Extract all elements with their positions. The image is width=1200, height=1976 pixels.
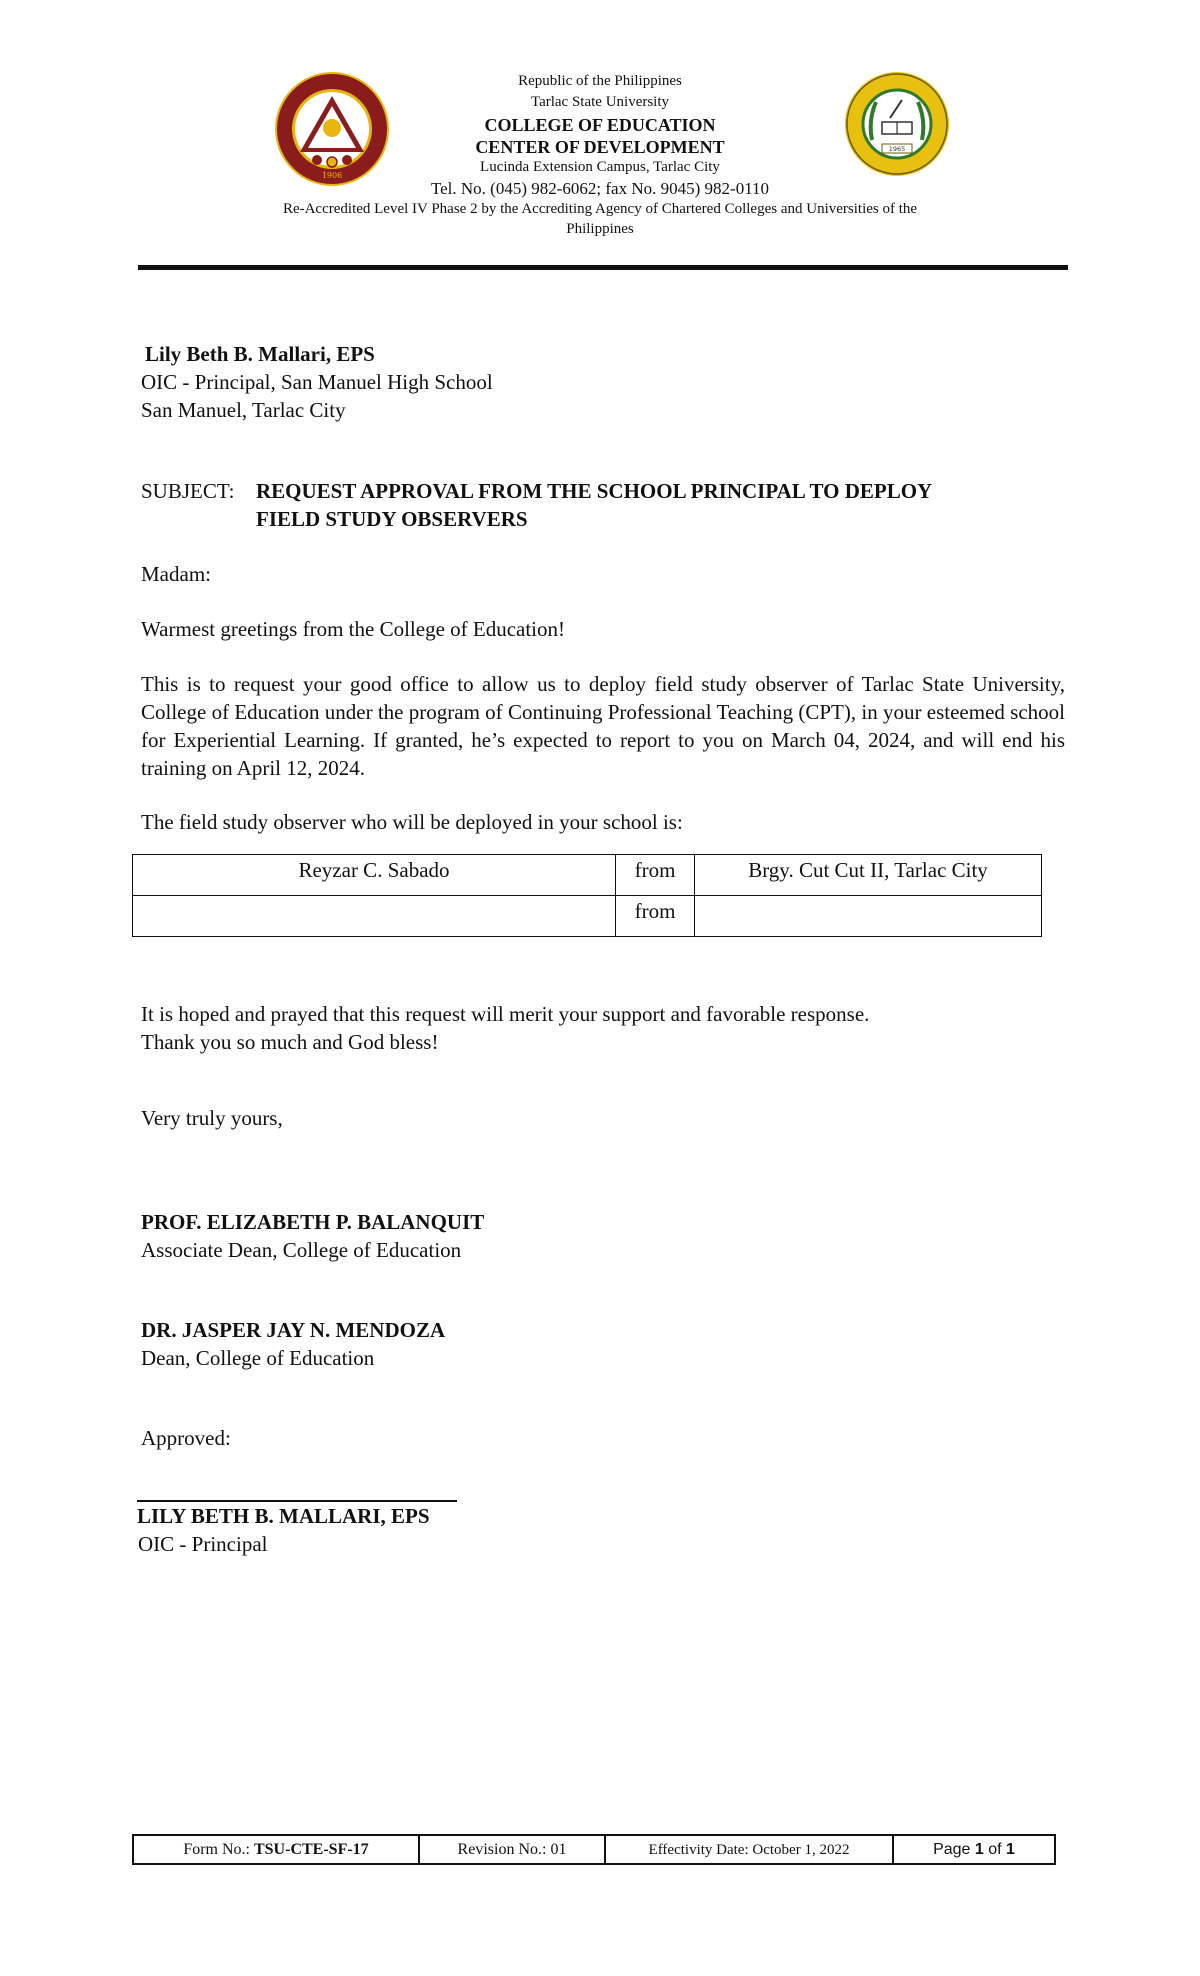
form-footer (132, 1834, 1056, 1865)
form-number-label: Form No.: (183, 1840, 254, 1858)
subject-line-1: REQUEST APPROVAL FROM THE SCHOOL PRINCIPAL TO DEPLOY (256, 479, 933, 503)
signatory-1-name: PROF. ELIZABETH P. BALANQUIT (141, 1210, 485, 1234)
header-accreditation-cont: Philippines (566, 221, 634, 237)
observer-place (695, 896, 1042, 937)
observer-name: Reyzar C. Sabado (133, 855, 616, 896)
effectivity-date: Effectivity Date: October 1, 2022 (605, 1835, 893, 1864)
svg-text:1965: 1965 (888, 145, 906, 153)
table-row (133, 896, 1042, 937)
approver-name: LILY BETH B. MALLARI, EPS (137, 1504, 430, 1528)
signatory-2-title: Dean, College of Education (141, 1346, 375, 1370)
form-number-cell (133, 1835, 419, 1864)
signatory-2-name: DR. JASPER JAY N. MENDOZA (141, 1318, 446, 1342)
header-accreditation: Re-Accredited Level IV Phase 2 by the Accrediting Agency of Chartered Colleges and Universities of the (282, 201, 918, 217)
observer-from: from (616, 855, 695, 896)
page-label: Page (933, 1840, 975, 1858)
closing-line-1: It is hoped and prayed that this request will merit your support and favorable response. (141, 1002, 870, 1026)
svg-text:1906: 1906 (321, 171, 343, 180)
subject-line-2: FIELD STUDY OBSERVERS (256, 507, 528, 531)
observer-table (132, 854, 1042, 937)
page-total: 1 (1006, 1840, 1015, 1858)
header-divider (138, 265, 1068, 270)
recipient-name: Lily Beth B. Mallari, EPS (145, 342, 375, 366)
page-number-cell (893, 1835, 1055, 1864)
table-row (133, 1835, 1055, 1864)
header-college: COLLEGE OF EDUCATION (484, 115, 716, 135)
salutation: Madam: (141, 562, 211, 586)
signatory-1-title: Associate Dean, College of Education (141, 1238, 462, 1262)
form-number-value: TSU-CTE-SF-17 (253, 1840, 369, 1858)
closing-line-2: Thank you so much and God bless! (141, 1030, 439, 1054)
page-number: 1 (974, 1840, 984, 1858)
approved-label: Approved: (141, 1426, 231, 1450)
observer-place: Brgy. Cut Cut II, Tarlac City (695, 855, 1042, 896)
recipient-position: OIC - Principal, San Manuel High School (141, 370, 493, 394)
observer-name (133, 896, 616, 937)
header-university: Tarlac State University (530, 94, 670, 110)
header-contact: Tel. No. (045) 982-6062; fax No. 9045) 982-0110 (430, 179, 770, 198)
revision-number: Revision No.: 01 (419, 1835, 605, 1864)
body-paragraph: This is to request your good office to allow us to deploy field study observer of Tarlac State University, College of Education under the program of Continuing Professional Teaching (CPT), in your esteemed school for Experiential Learning. If granted, he’s expected to report to you on March 04, 2024, and will end his training on April 12, 2024. (141, 672, 1065, 780)
subject-label: SUBJECT: (141, 479, 235, 503)
header-republic: Republic of the Philippines (518, 73, 682, 89)
observer-intro: The field study observer who will be deployed in your school is: (141, 810, 683, 834)
header-center: CENTER OF DEVELOPMENT (475, 137, 725, 157)
approver-title: OIC - Principal (138, 1532, 268, 1556)
header-campus: Lucinda Extension Campus, Tarlac City (480, 159, 720, 175)
greeting: Warmest greetings from the College of Education! (141, 617, 566, 641)
valediction: Very truly yours, (141, 1106, 283, 1130)
recipient-address: San Manuel, Tarlac City (141, 398, 346, 422)
observer-from: from (616, 896, 695, 937)
page-of: of (983, 1840, 1007, 1858)
table-row (133, 855, 1042, 896)
